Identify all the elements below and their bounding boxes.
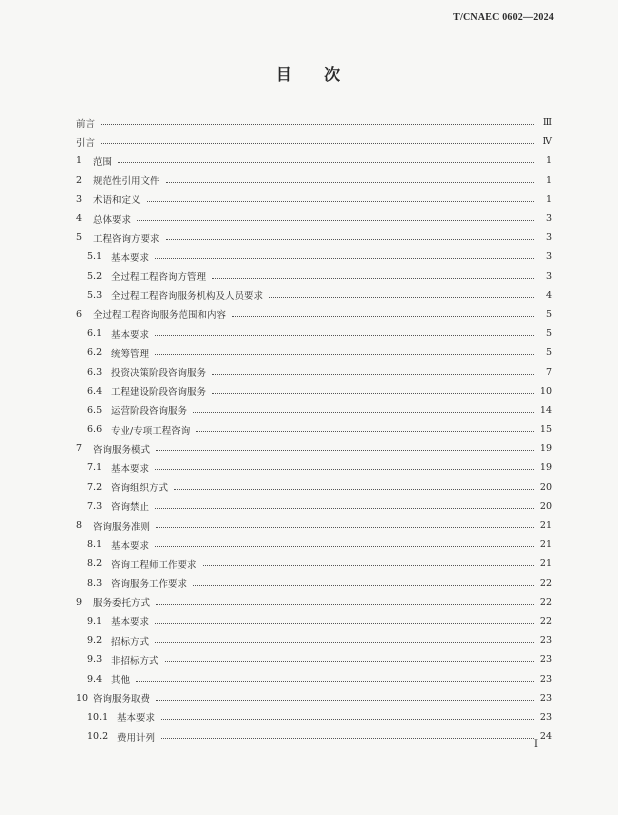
dot-leader bbox=[193, 406, 534, 413]
dot-leader bbox=[166, 176, 534, 183]
toc-entry-number: 9.1 bbox=[87, 615, 103, 627]
toc-entry-label: 基本要求 bbox=[111, 617, 150, 629]
toc-entry-label: 基本要求 bbox=[111, 463, 150, 475]
toc-entry-number: 5 bbox=[76, 232, 83, 244]
toc-entry-label: 咨询组织方式 bbox=[111, 483, 169, 495]
toc-entry-page: 24 bbox=[539, 731, 552, 743]
toc-entry[interactable] bbox=[76, 497, 552, 516]
toc-entry-label: 专业/专项工程咨询 bbox=[111, 425, 191, 437]
toc-entry-number: 9.4 bbox=[87, 673, 103, 685]
toc-entry-number: 6.1 bbox=[87, 328, 103, 340]
toc-entry-number: 8.1 bbox=[87, 539, 103, 551]
toc-entry[interactable] bbox=[76, 535, 552, 554]
toc-entry-number: 8 bbox=[76, 520, 83, 532]
toc-entry-label: 全过程工程咨询服务范围和内容 bbox=[93, 310, 227, 322]
toc-entry[interactable] bbox=[76, 574, 552, 593]
toc-entry[interactable] bbox=[76, 382, 552, 401]
toc-entry-label: 基本要求 bbox=[117, 713, 156, 725]
toc-entry-page: 3 bbox=[545, 232, 552, 244]
dot-leader bbox=[101, 118, 534, 125]
toc-entry-label: 全过程工程咨询方管理 bbox=[111, 272, 207, 284]
toc-entry-label: 咨询工程师工作要求 bbox=[111, 559, 197, 571]
dot-leader bbox=[155, 463, 534, 470]
toc-entry-page: 21 bbox=[539, 520, 552, 532]
toc-entry-page: 21 bbox=[539, 539, 552, 551]
toc-entry-label: 服务委托方式 bbox=[93, 598, 151, 610]
toc-entry-number: 5.2 bbox=[87, 270, 103, 282]
toc-entry-label: 招标方式 bbox=[111, 636, 150, 648]
toc-entry-number: 6.6 bbox=[87, 424, 103, 436]
dot-leader bbox=[101, 137, 534, 144]
toc-entry-label: 全过程工程咨询服务机构及人员要求 bbox=[111, 291, 264, 303]
toc-entry[interactable] bbox=[76, 401, 552, 420]
dot-leader bbox=[155, 502, 534, 509]
toc-entry-page: 22 bbox=[539, 577, 552, 589]
table-of-contents bbox=[76, 113, 552, 746]
dot-leader bbox=[156, 694, 534, 701]
toc-entry-label: 工程建设阶段咨询服务 bbox=[111, 387, 207, 399]
toc-entry-page: 5 bbox=[545, 308, 552, 320]
toc-entry[interactable] bbox=[76, 554, 552, 573]
toc-entry[interactable] bbox=[76, 650, 552, 669]
toc-entry[interactable] bbox=[76, 190, 552, 209]
toc-entry-page: Ⅳ bbox=[542, 136, 552, 148]
toc-entry[interactable] bbox=[76, 727, 552, 746]
toc-entry[interactable] bbox=[76, 286, 552, 305]
toc-entry-number: 6.3 bbox=[87, 366, 103, 378]
toc-entry-number: 9.2 bbox=[87, 635, 103, 647]
toc-entry[interactable] bbox=[76, 439, 552, 458]
toc-entry-number: 10.2 bbox=[87, 731, 109, 743]
toc-entry-label: 基本要求 bbox=[111, 252, 150, 264]
toc-entry-label: 咨询服务取费 bbox=[93, 694, 151, 706]
dot-leader bbox=[203, 559, 534, 566]
toc-entry-page: 19 bbox=[539, 443, 552, 455]
dot-leader bbox=[155, 252, 534, 259]
toc-entry-number: 5.3 bbox=[87, 289, 103, 301]
toc-entry-label: 咨询服务工作要求 bbox=[111, 579, 188, 591]
toc-entry[interactable] bbox=[76, 478, 552, 497]
toc-entry-page: 23 bbox=[539, 673, 552, 685]
toc-entry-page: 1 bbox=[545, 174, 552, 186]
toc-entry-page: 7 bbox=[545, 366, 552, 378]
toc-entry[interactable] bbox=[76, 669, 552, 688]
toc-entry-label: 基本要求 bbox=[111, 540, 150, 552]
dot-leader bbox=[193, 579, 534, 586]
toc-entry-number: 7.2 bbox=[87, 481, 103, 493]
dot-leader bbox=[212, 368, 534, 375]
toc-entry-label: 咨询服务模式 bbox=[93, 444, 151, 456]
dot-leader bbox=[161, 732, 534, 739]
standard-code: T/CNAEC 0602—2024 bbox=[453, 12, 554, 23]
toc-entry[interactable] bbox=[76, 593, 552, 612]
toc-entry-label: 运营阶段咨询服务 bbox=[111, 406, 188, 418]
toc-entry-label: 非招标方式 bbox=[111, 655, 159, 667]
toc-entry-number: 7 bbox=[76, 443, 83, 455]
toc-entry-page: 22 bbox=[539, 615, 552, 627]
toc-entry-number: 10.1 bbox=[87, 711, 109, 723]
toc-entry-page: Ⅲ bbox=[542, 117, 552, 129]
toc-entry-label: 统筹管理 bbox=[111, 348, 150, 360]
toc-entry-page: 22 bbox=[539, 596, 552, 608]
toc-entry-number: 3 bbox=[76, 193, 83, 205]
toc-entry-page: 14 bbox=[539, 404, 552, 416]
toc-entry-number: 1 bbox=[76, 155, 83, 167]
dot-leader bbox=[155, 540, 534, 547]
toc-entry-number: 5.1 bbox=[87, 251, 103, 263]
toc-entry[interactable] bbox=[76, 132, 552, 151]
toc-entry-page: 5 bbox=[545, 328, 552, 340]
dot-leader bbox=[196, 425, 534, 432]
dot-leader bbox=[212, 387, 534, 394]
dot-leader bbox=[156, 444, 534, 451]
toc-entry[interactable] bbox=[76, 247, 552, 266]
toc-entry-page: 3 bbox=[545, 213, 552, 225]
toc-entry-page: 1 bbox=[545, 155, 552, 167]
toc-entry-number: 6 bbox=[76, 308, 83, 320]
toc-entry-number: 6.5 bbox=[87, 404, 103, 416]
toc-entry-number: 7.3 bbox=[87, 500, 103, 512]
toc-entry-page: 20 bbox=[539, 481, 552, 493]
toc-entry-page: 10 bbox=[539, 385, 552, 397]
toc-entry-label: 规范性引用文件 bbox=[93, 176, 160, 188]
dot-leader bbox=[212, 272, 534, 279]
toc-entry-number: 2 bbox=[76, 174, 83, 186]
toc-entry[interactable] bbox=[76, 631, 552, 650]
dot-leader bbox=[155, 348, 534, 355]
dot-leader bbox=[147, 195, 534, 202]
toc-entry[interactable] bbox=[76, 267, 552, 286]
toc-entry[interactable] bbox=[76, 209, 552, 228]
toc-entry[interactable] bbox=[76, 689, 552, 708]
dot-leader bbox=[269, 291, 534, 298]
dot-leader bbox=[165, 655, 534, 662]
toc-entry-number: 8.2 bbox=[87, 558, 103, 570]
toc-entry-page: 3 bbox=[545, 270, 552, 282]
toc-entry[interactable] bbox=[76, 305, 552, 324]
toc-entry-page: 5 bbox=[545, 347, 552, 359]
dot-leader bbox=[156, 598, 534, 605]
dot-leader bbox=[155, 636, 534, 643]
toc-entry-number: 8.3 bbox=[87, 577, 103, 589]
toc-entry-label: 工程咨询方要求 bbox=[93, 233, 160, 245]
toc-entry[interactable] bbox=[76, 151, 552, 170]
dot-leader bbox=[232, 310, 534, 317]
toc-entry-number: 6.4 bbox=[87, 385, 103, 397]
page-number: I bbox=[534, 739, 538, 750]
toc-entry-page: 23 bbox=[539, 711, 552, 723]
toc-entry-page: 4 bbox=[545, 289, 552, 301]
dot-leader bbox=[161, 713, 534, 720]
toc-entry[interactable] bbox=[76, 612, 552, 631]
toc-entry-label: 投资决策阶段咨询服务 bbox=[111, 368, 207, 380]
toc-entry-page: 23 bbox=[539, 692, 552, 704]
toc-entry[interactable] bbox=[76, 324, 552, 343]
dot-leader bbox=[136, 675, 534, 682]
toc-entry[interactable] bbox=[76, 113, 552, 132]
dot-leader bbox=[156, 521, 534, 528]
toc-entry[interactable] bbox=[76, 420, 552, 439]
dot-leader bbox=[155, 617, 534, 624]
toc-entry[interactable] bbox=[76, 171, 552, 190]
toc-entry-label: 总体要求 bbox=[93, 214, 132, 226]
toc-entry-page: 3 bbox=[545, 251, 552, 263]
dot-leader bbox=[137, 214, 534, 221]
toc-entry-label: 引言 bbox=[76, 137, 96, 149]
toc-entry-number: 10 bbox=[76, 692, 89, 704]
page-title: 目 次 bbox=[275, 65, 343, 84]
toc-entry[interactable] bbox=[76, 516, 552, 535]
toc-entry-page: 1 bbox=[545, 193, 552, 205]
toc-entry[interactable] bbox=[76, 228, 552, 247]
toc-entry-page: 23 bbox=[539, 654, 552, 666]
toc-entry[interactable] bbox=[76, 362, 552, 381]
toc-entry-page: 15 bbox=[539, 424, 552, 436]
toc-entry-label: 其他 bbox=[111, 675, 131, 687]
toc-entry-label: 咨询服务准则 bbox=[93, 521, 151, 533]
toc-entry-number: 9.3 bbox=[87, 654, 103, 666]
toc-entry-label: 前言 bbox=[76, 118, 96, 130]
toc-entry[interactable] bbox=[76, 708, 552, 727]
toc-entry-number: 9 bbox=[76, 596, 83, 608]
toc-entry-label: 基本要求 bbox=[111, 329, 150, 341]
dot-leader bbox=[118, 156, 534, 163]
toc-entry[interactable] bbox=[76, 458, 552, 477]
toc-entry-page: 19 bbox=[539, 462, 552, 474]
toc-entry-label: 术语和定义 bbox=[93, 195, 141, 207]
toc-entry[interactable] bbox=[76, 343, 552, 362]
toc-entry-number: 6.2 bbox=[87, 347, 103, 359]
toc-entry-page: 21 bbox=[539, 558, 552, 570]
dot-leader bbox=[174, 483, 534, 490]
dot-leader bbox=[166, 233, 534, 240]
toc-entry-label: 咨询禁止 bbox=[111, 502, 150, 514]
toc-entry-number: 4 bbox=[76, 213, 83, 225]
toc-entry-page: 23 bbox=[539, 635, 552, 647]
toc-entry-label: 费用计列 bbox=[117, 732, 156, 744]
dot-leader bbox=[155, 329, 534, 336]
toc-entry-number: 7.1 bbox=[87, 462, 103, 474]
toc-entry-label: 范围 bbox=[93, 156, 113, 168]
toc-entry-page: 20 bbox=[539, 500, 552, 512]
